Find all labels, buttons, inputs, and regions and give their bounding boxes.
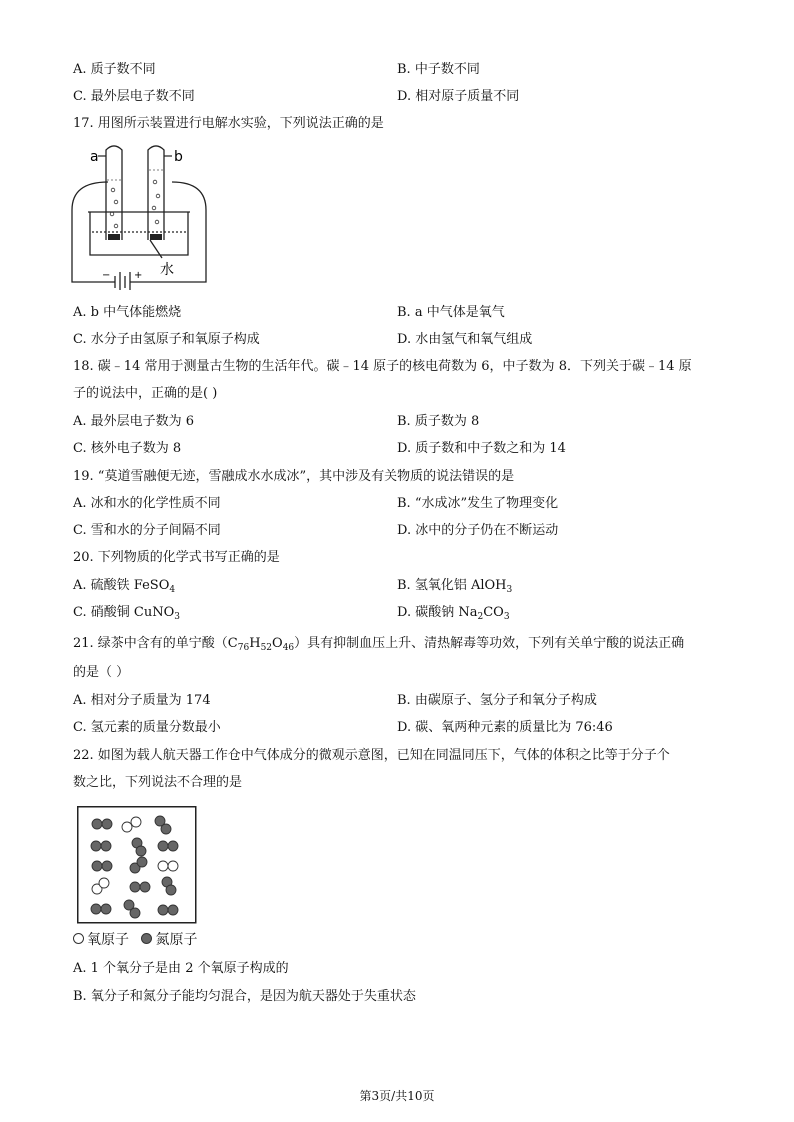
q22-stem-line2: 数之比，下列说法不合理的是 <box>73 775 243 790</box>
q22-stem-line1: 22. 如图为载人航天器工作仓中气体成分的微观示意图，已知在同温同压下，气体的体积之比等于分子个 <box>73 748 670 763</box>
legend-oxygen-label: 氧原子 <box>87 932 129 948</box>
q16-option-d: D. 相对原子质量不同 <box>397 89 520 104</box>
nitrogen-atom-icon <box>141 933 152 944</box>
q22-option-a: A. 1 个氧分子是由 2 个氧原子构成的 <box>73 961 289 976</box>
q18-option-c: C. 核外电子数为 8 <box>73 441 182 456</box>
q18-option-d: D. 质子数和中子数之和为 14 <box>397 441 566 456</box>
nitrogen-atom <box>168 905 178 915</box>
nitrogen-atom <box>101 904 111 914</box>
nitrogen-atom <box>166 885 176 895</box>
q19-option-d: D. 冰中的分子仍在不断运动 <box>397 523 559 538</box>
nitrogen-atom <box>101 841 111 851</box>
oxygen-atom <box>122 822 132 832</box>
q20-option-b: B. 氢氧化铝 AlOH$_3$ <box>397 578 513 595</box>
legend-nitrogen-label: 氮原子 <box>155 932 198 948</box>
q22-option-b: B. 氧分子和氮分子能均匀混合，是因为航天器处于失重状态 <box>73 989 416 1004</box>
q17-option-c: C. 水分子由氢原子和氧原子构成 <box>73 332 260 347</box>
label-b: b <box>174 149 183 165</box>
label-a: a <box>90 149 99 165</box>
q18-stem-line1: 18. 碳﹣14 常用于测量古生物的生活年代。碳﹣14 原子的核电荷数为 6，中子数为 8．下列关于碳﹣14 原 <box>73 359 692 374</box>
q16-option-b: B. 中子数不同 <box>397 62 480 77</box>
q18-option-a: A. 最外层电子数为 6 <box>73 414 195 429</box>
q16-option-c: C. 最外层电子数不同 <box>73 89 195 104</box>
nitrogen-atom <box>130 908 140 918</box>
q17-stem: 17. 用图所示装置进行电解水实验，下列说法正确的是 <box>73 116 384 131</box>
q20-option-a: A. 硫酸铁 FeSO$_4$ <box>73 578 176 595</box>
nitrogen-atom <box>161 824 171 834</box>
q21-option-a: A. 相对分子质量为 174 <box>73 693 211 708</box>
nitrogen-atom <box>92 861 102 871</box>
gas-molecule-diagram <box>77 806 197 924</box>
q21-option-c: C. 氢元素的质量分数最小 <box>73 720 221 735</box>
nitrogen-atom <box>140 882 150 892</box>
nitrogen-atom <box>137 857 147 867</box>
nitrogen-atom <box>102 861 112 871</box>
q20-option-d: D. 碳酸钠 $Na_2CO_3$ <box>397 605 510 622</box>
q21-stem-line2: 的是（ ） <box>73 665 130 680</box>
q16-option-a: A. 质子数不同 <box>73 62 156 77</box>
oxygen-atom <box>158 861 168 871</box>
q21-option-d: D. 碳、氧两种元素的质量比为 76:46 <box>397 720 613 735</box>
oxygen-atom <box>168 861 178 871</box>
nitrogen-atom <box>92 819 102 829</box>
nitrogen-atom <box>130 882 140 892</box>
q17-option-b: B. a 中气体是氧气 <box>397 305 505 320</box>
oxygen-atom <box>99 878 109 888</box>
q17-option-a: A. b 中气体能燃烧 <box>73 305 182 320</box>
nitrogen-atom <box>91 904 101 914</box>
nitrogen-atom <box>158 841 168 851</box>
q17-option-d: D. 水由氢气和氧气组成 <box>397 332 533 347</box>
diagram-legend <box>73 929 197 949</box>
nitrogen-atom <box>168 841 178 851</box>
q20-option-c: C. 硝酸铜 CuNO$_3$ <box>73 605 180 622</box>
q18-option-b: B. 质子数为 8 <box>397 414 480 429</box>
battery-plus-sign: + <box>134 270 143 281</box>
nitrogen-atom <box>158 905 168 915</box>
q19-option-c: C. 雪和水的分子间隔不同 <box>73 523 221 538</box>
page-footer: 第3页/共10页 <box>359 1089 435 1103</box>
q21-stem-line1: 21. 绿茶中含有的单宁酸$(C_{76}H_{52}O_{46})$具有抑制血压上升、清热解毒等功效，下列有关单宁酸的说法正确 <box>73 636 685 653</box>
nitrogen-atom <box>91 841 101 851</box>
q21-option-b: B. 由碳原子、氢分子和氧分子构成 <box>397 693 597 708</box>
oxygen-atom-icon <box>73 933 84 944</box>
battery-minus-sign: − <box>102 270 111 281</box>
q19-option-b: B. “水成冰”发生了物理变化 <box>397 496 559 511</box>
label-water: 水 <box>160 262 174 278</box>
oxygen-atom <box>131 817 141 827</box>
electrolysis-apparatus-figure <box>70 140 210 290</box>
q18-stem-line2: 子的说法中，正确的是( ) <box>73 386 218 401</box>
nitrogen-atom <box>102 819 112 829</box>
q19-option-a: A. 冰和水的化学性质不同 <box>73 496 221 511</box>
q20-stem: 20. 下列物质的化学式书写正确的是 <box>73 550 280 565</box>
nitrogen-atom <box>136 846 146 856</box>
q19-stem: 19. “莫道雪融便无迹，雪融成水水成冰”，其中涉及有关物质的说法错误的是 <box>73 469 515 484</box>
